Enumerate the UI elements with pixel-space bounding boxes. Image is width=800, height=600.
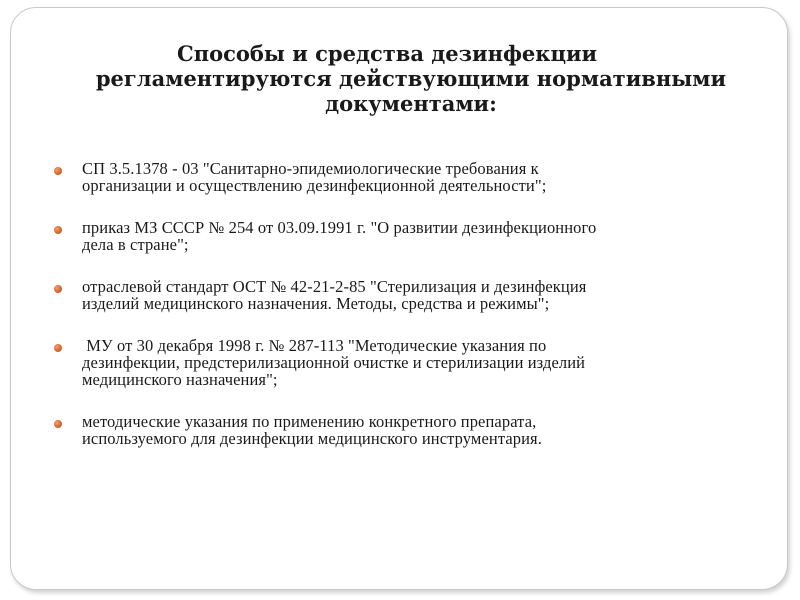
item-line: организации и осуществлению дезинфекционной деятельности"; [82,176,547,195]
bullet-icon [54,344,62,352]
item-line: методические указания по применению конкретного препарата, [82,412,537,431]
item-line: МУ от 30 декабря 1998 г. № 287-113 "Методические указания по [82,336,547,355]
item-line: медицинского назначения"; [82,370,278,389]
item-line: отраслевой стандарт ОСТ № 42-21-2-85 "Стерилизация и дезинфекция [82,277,587,296]
item-line: СП 3.5.1378 - 03 "Санитарно-эпидемиологические требования к [82,159,539,178]
bullet-icon [54,420,62,428]
title-line-3: документами: [325,91,497,116]
item-line: дезинфекции, предстерилизационной очистке и стерилизации изделий [82,353,586,372]
item-line: используемого для дезинфекции медицинского инструментария. [82,429,542,448]
item-line: приказ МЗ СССР № 254 от 03.09.1991 г. "О развитии дезинфекционного [82,218,597,237]
bullet-icon [54,167,62,175]
title-line-1: Способы и средства дезинфекции [177,41,598,66]
slide-frame [10,7,788,590]
list-item [54,219,734,253]
list-item [54,160,734,194]
title-line-2: регламентируются действующими нормативными [95,66,727,91]
list-item [54,278,734,312]
item-line: изделий медицинского назначения. Методы, средства и режимы"; [82,294,550,313]
document-list [54,160,734,472]
bullet-icon [54,285,62,293]
list-item [54,337,734,388]
item-line: дела в стране"; [82,235,189,254]
bullet-icon [54,226,62,234]
slide-title [71,41,751,116]
list-item [54,413,734,447]
